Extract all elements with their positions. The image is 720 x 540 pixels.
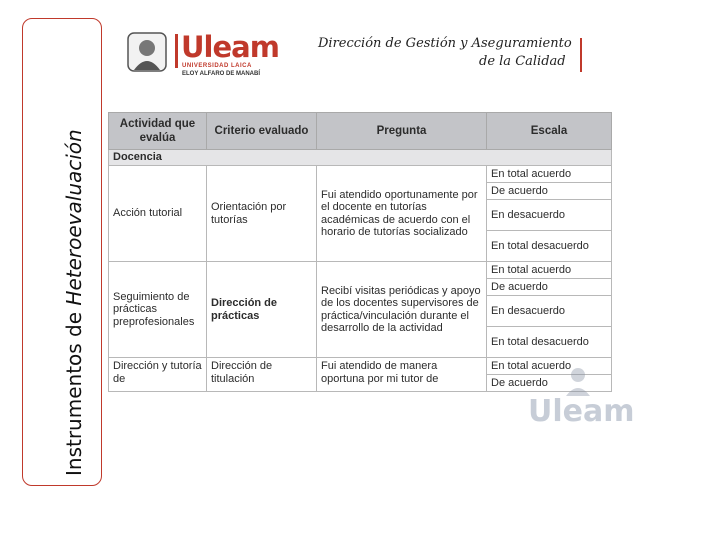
university-seal-icon	[125, 30, 169, 74]
watermark-seal-icon	[560, 362, 596, 398]
evaluation-table-container	[108, 112, 635, 430]
cell-pregunta: Fui atendido oportunamente por el docente en tutorías académicas de acuerdo con el horario de tutorías socializado	[317, 166, 487, 262]
section-label: Docencia	[109, 150, 612, 166]
header-actividad: Actividad que evalúa	[109, 113, 207, 150]
cell-escala: De acuerdo	[487, 279, 612, 296]
brand-name: Uleam	[181, 30, 279, 64]
cell-escala: En total acuerdo	[487, 166, 612, 183]
side-title-italic: Heteroevaluación	[62, 129, 86, 306]
cell-escala: En desacuerdo	[487, 200, 612, 231]
brand-divider	[175, 34, 178, 68]
cell-escala: En total acuerdo	[487, 358, 612, 375]
cell-escala: En desacuerdo	[487, 296, 612, 327]
cell-escala: En total desacuerdo	[487, 327, 612, 358]
cell-escala: En total acuerdo	[487, 262, 612, 279]
cell-escala: De acuerdo	[487, 183, 612, 200]
watermark-text: Uleam	[528, 394, 635, 429]
header-criterio: Criterio evaluado	[207, 113, 317, 150]
cell-criterio: Dirección de titulación	[207, 358, 317, 392]
cell-actividad: Dirección y tutoría de	[109, 358, 207, 392]
cell-escala: De acuerdo	[487, 375, 612, 392]
side-title-normal: Instrumentos de	[62, 305, 86, 476]
table-row	[109, 358, 612, 375]
brand-subtitle-1: UNIVERSIDAD LAICA	[182, 63, 252, 69]
cell-criterio: Dirección de prácticas	[207, 262, 317, 358]
department-divider	[580, 38, 582, 72]
table-row	[109, 262, 612, 279]
brand-subtitle-2: ELOY ALFARO DE MANABÍ	[182, 71, 261, 77]
section-row	[109, 150, 612, 166]
cell-pregunta: Recibí visitas periódicas y apoyo de los docentes supervisores de práctica/vinculación durante el desarrollo de la actividad	[317, 262, 487, 358]
cell-pregunta: Fui atendido de manera oportuna por mi tutor de	[317, 358, 487, 392]
cell-actividad: Seguimiento de prácticas preprofesionales	[109, 262, 207, 358]
department-line-2: de la Calidad	[479, 54, 566, 69]
side-title	[62, 129, 86, 476]
header-pregunta: Pregunta	[317, 113, 487, 150]
table-header-row	[109, 113, 612, 150]
cell-criterio: Orientación por tutorías	[207, 166, 317, 262]
cell-actividad: Acción tutorial	[109, 166, 207, 262]
department-line-1: Dirección de Gestión y Aseguramiento	[318, 36, 572, 51]
table-row	[109, 166, 612, 183]
header	[125, 30, 595, 80]
evaluation-table	[108, 112, 612, 392]
cell-escala: En total desacuerdo	[487, 231, 612, 262]
header-escala: Escala	[487, 113, 612, 150]
